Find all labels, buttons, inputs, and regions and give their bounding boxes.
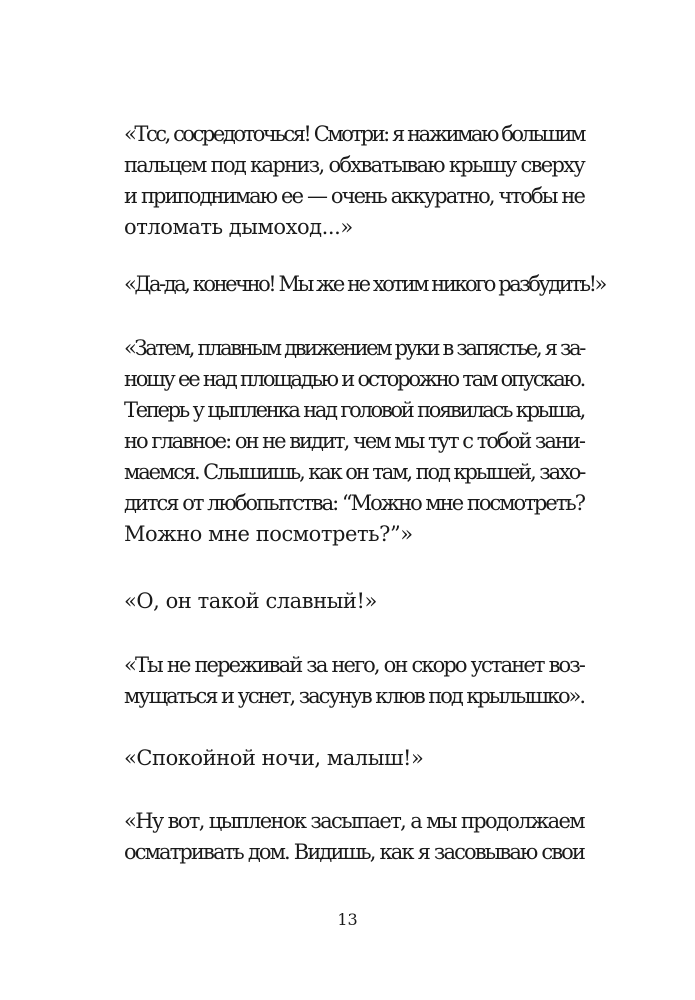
page-number: 13	[337, 910, 358, 929]
text-line: «Спокойной ночи, малыш!»	[124, 746, 424, 770]
text-line: «Да-да, конечно! Мы же не хотим никого разбудить!»	[124, 272, 605, 296]
paragraph-4	[124, 586, 584, 617]
text-line: осматривать дом. Видишь, как я засовываю свои	[124, 840, 584, 864]
paragraph-5	[124, 650, 584, 712]
paragraph-6	[124, 743, 584, 774]
text-line: «О, он такой славный!»	[124, 589, 377, 613]
text-line: «Ты не переживай за него, он скоро устанет воз-	[124, 653, 584, 677]
text-line: и приподнимаю ее — очень аккуратно, чтобы не	[124, 184, 584, 208]
text-line: ношу ее над площадью и осторожно там опускаю.	[124, 367, 584, 391]
text-line: Можно мне посмотреть?”»	[124, 522, 413, 546]
text-line: «Затем, плавным движением руки в запястье, я за-	[124, 336, 584, 360]
text-line: дится от любопытства: “Можно мне посмотреть?	[124, 491, 584, 515]
paragraph-2	[124, 269, 605, 300]
text-line: мущаться и уснет, засунув клюв под крылышко».	[124, 684, 584, 708]
text-line: Теперь у цыпленка над головой появилась крыша,	[124, 398, 584, 422]
paragraph-1	[124, 119, 584, 243]
text-line: маемся. Слышишь, как он там, под крышей, захо-	[124, 460, 585, 484]
text-line: отломать дымоход...»	[124, 215, 353, 239]
text-line: «Ну вот, цыпленок засыпает, а мы продолжаем	[124, 809, 584, 833]
paragraph-3	[124, 333, 584, 550]
text-line: «Тсс, сосредоточься! Смотри: я нажимаю большим	[124, 122, 584, 146]
text-line: пальцем под карниз, обхватываю крышу сверху	[124, 153, 584, 177]
paragraph-7	[124, 806, 584, 868]
text-line: но главное: он не видит, чем мы тут с тобой зани-	[124, 429, 584, 453]
